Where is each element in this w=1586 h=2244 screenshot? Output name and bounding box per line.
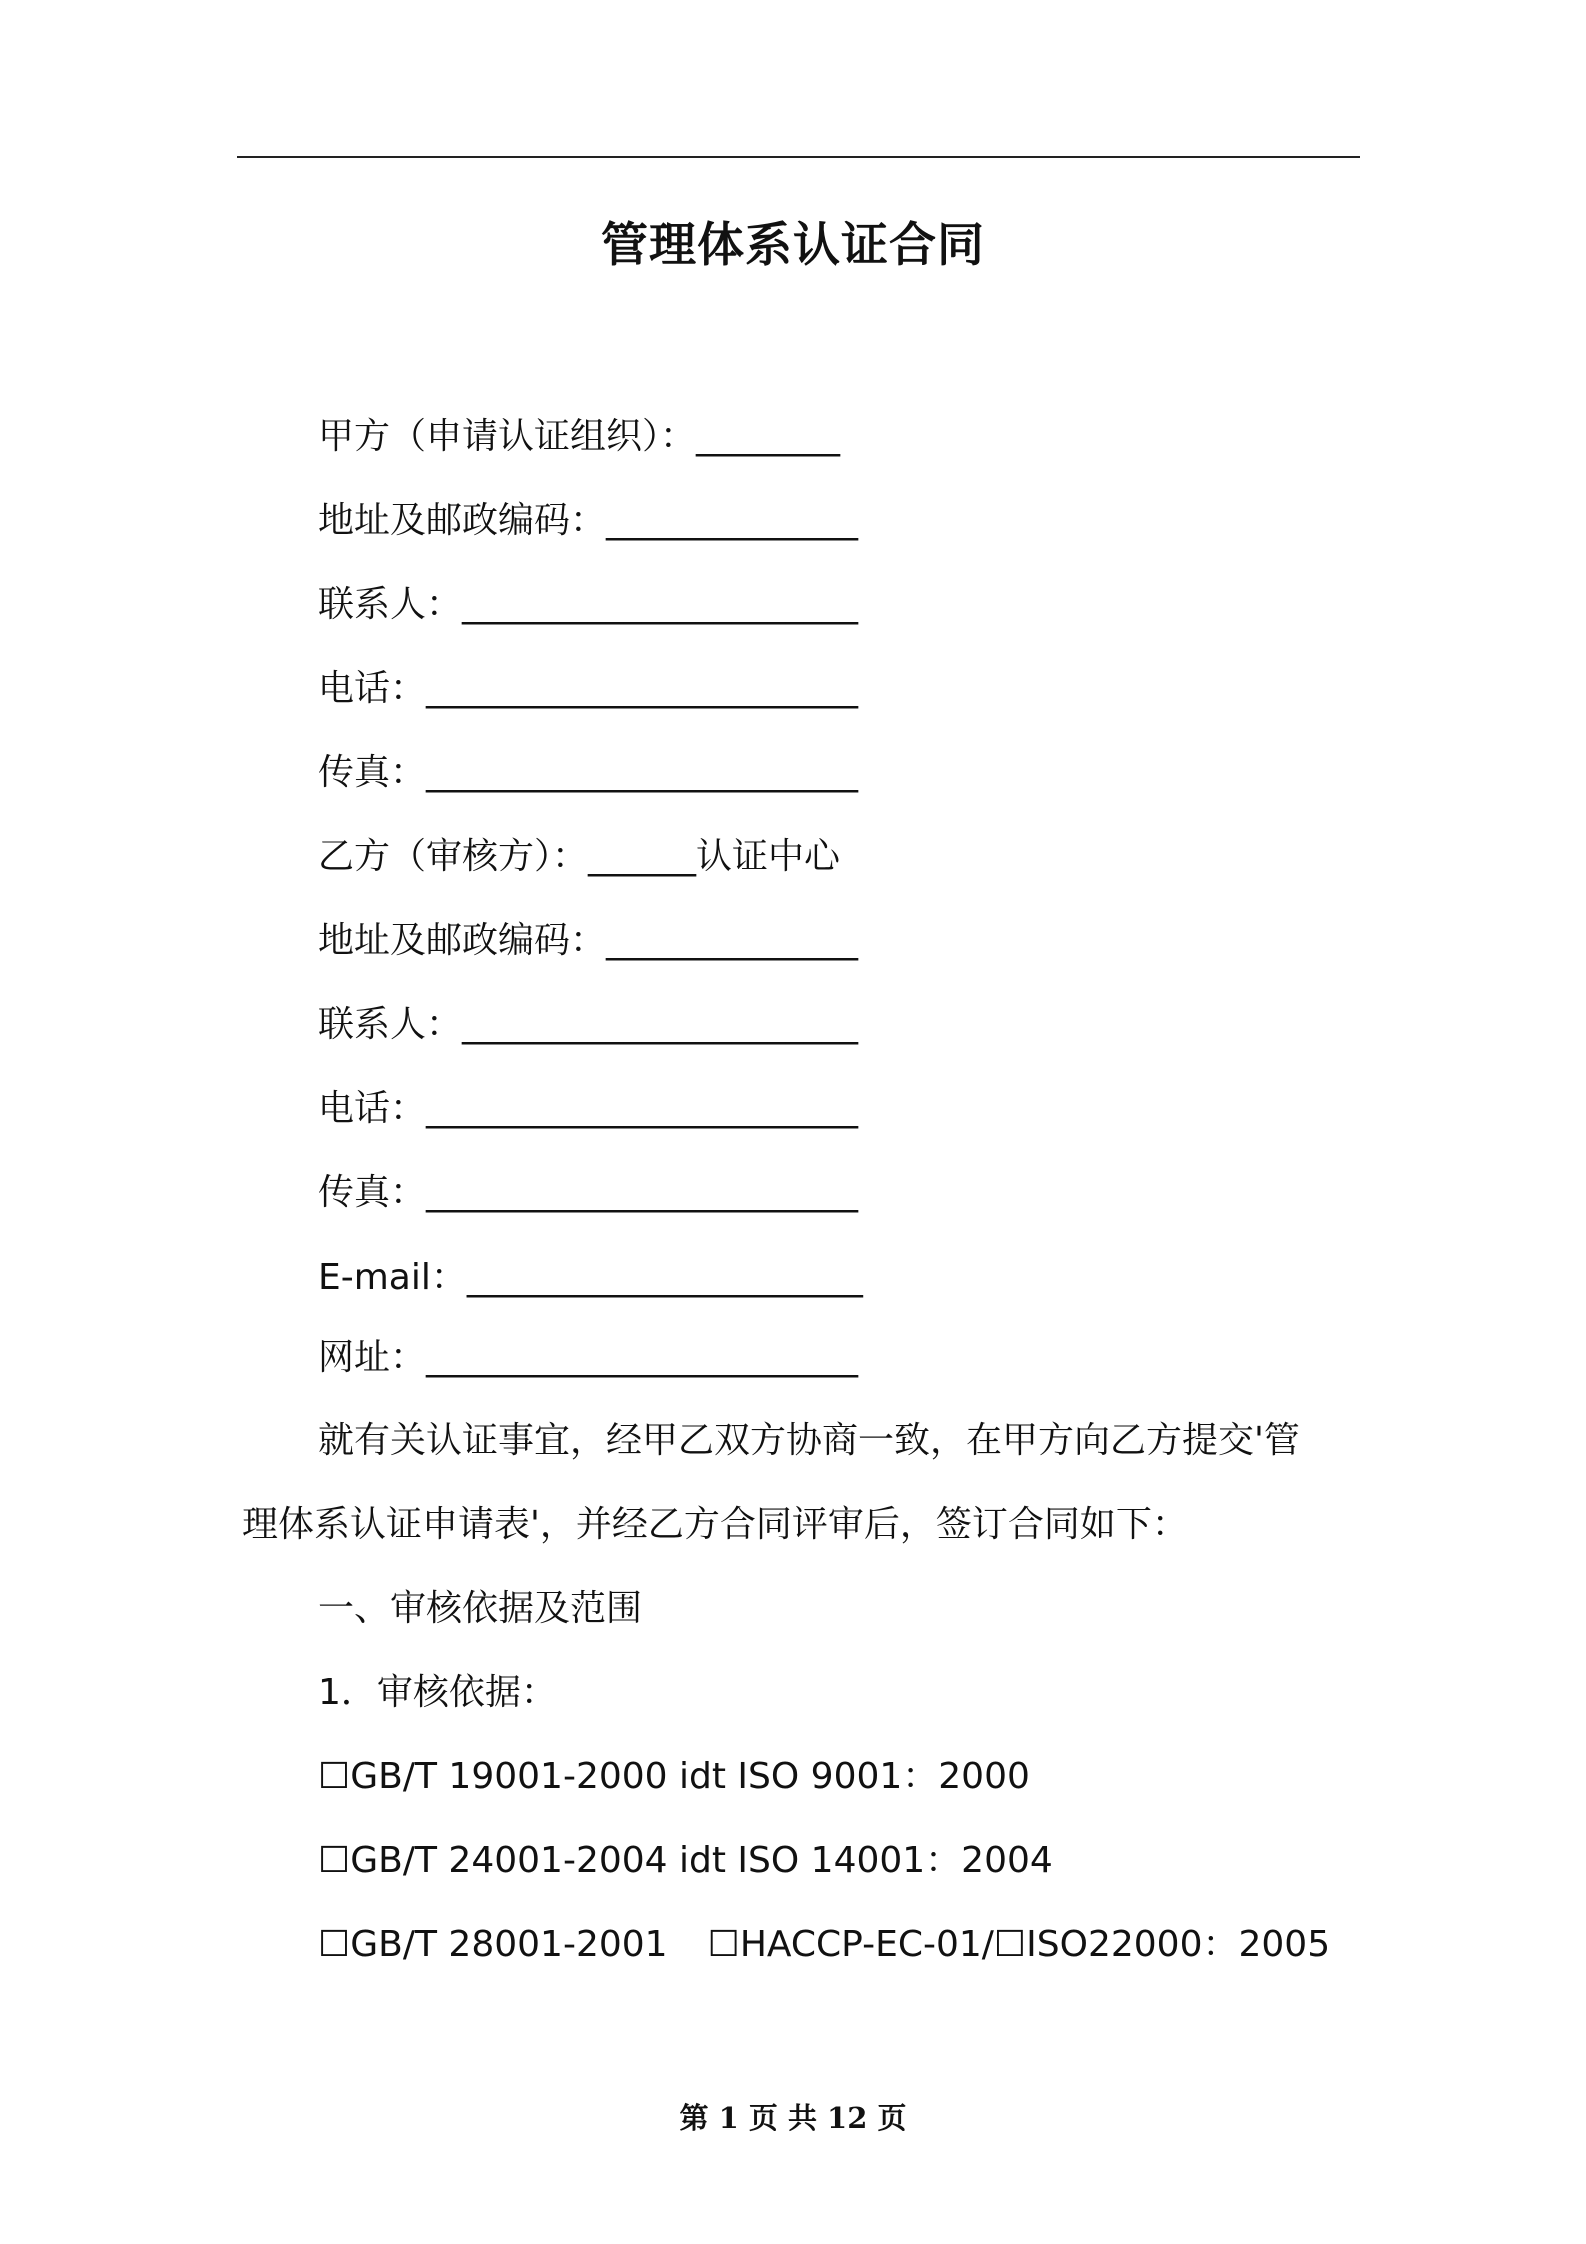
- party-b-contact-field: 联系人：______________________: [318, 1004, 859, 1045]
- standard-checkbox-gbt28001: ☐GB/T 28001-2001: [318, 1924, 668, 1965]
- party-b-email-field: E-mail：______________________: [318, 1257, 863, 1298]
- party-b-phone-field: 电话：________________________: [318, 1088, 859, 1129]
- standard-checkbox-iso14001: ☐GB/T 24001-2004 idt ISO 14001：2004: [318, 1840, 1053, 1881]
- item-heading: 1．审核依据：: [318, 1672, 557, 1713]
- party-a-contact-field: 联系人：______________________: [318, 584, 859, 625]
- party-b-website-field: 网址：________________________: [318, 1337, 859, 1378]
- party-b-name-field: 乙方（审核方）：______认证中心: [318, 836, 841, 877]
- section-heading: 一、审核依据及范围: [318, 1588, 643, 1629]
- party-b-address-field: 地址及邮政编码：______________: [318, 920, 859, 961]
- standard-checkbox-haccp-iso22000: ☐HACCP-EC-01/☐ISO22000：2005: [707, 1924, 1331, 1965]
- intro-paragraph-line-1: 就有关认证事宜，经甲乙双方协商一致，在甲方向乙方提交'管: [318, 1420, 1300, 1461]
- party-a-phone-field: 电话：________________________: [318, 668, 859, 709]
- party-b-fax-field: 传真：________________________: [318, 1172, 859, 1213]
- document-title: 管理体系认证合同: [601, 218, 985, 273]
- standard-checkbox-iso9001: ☐GB/T 19001-2000 idt ISO 9001：2000: [318, 1756, 1030, 1797]
- page-footer: 第 1 页 共 12 页: [679, 2101, 907, 2135]
- party-a-address-field: 地址及邮政编码：______________: [318, 500, 859, 541]
- standard-checkbox-row: [318, 1920, 1330, 1970]
- intro-paragraph-line-2: 理体系认证申请表'，并经乙方合同评审后，签订合同如下：: [242, 1504, 1188, 1545]
- party-a-name-field: 甲方（申请认证组织）：________: [318, 416, 841, 457]
- header-rule: [237, 156, 1360, 158]
- party-a-fax-field: 传真：________________________: [318, 752, 859, 793]
